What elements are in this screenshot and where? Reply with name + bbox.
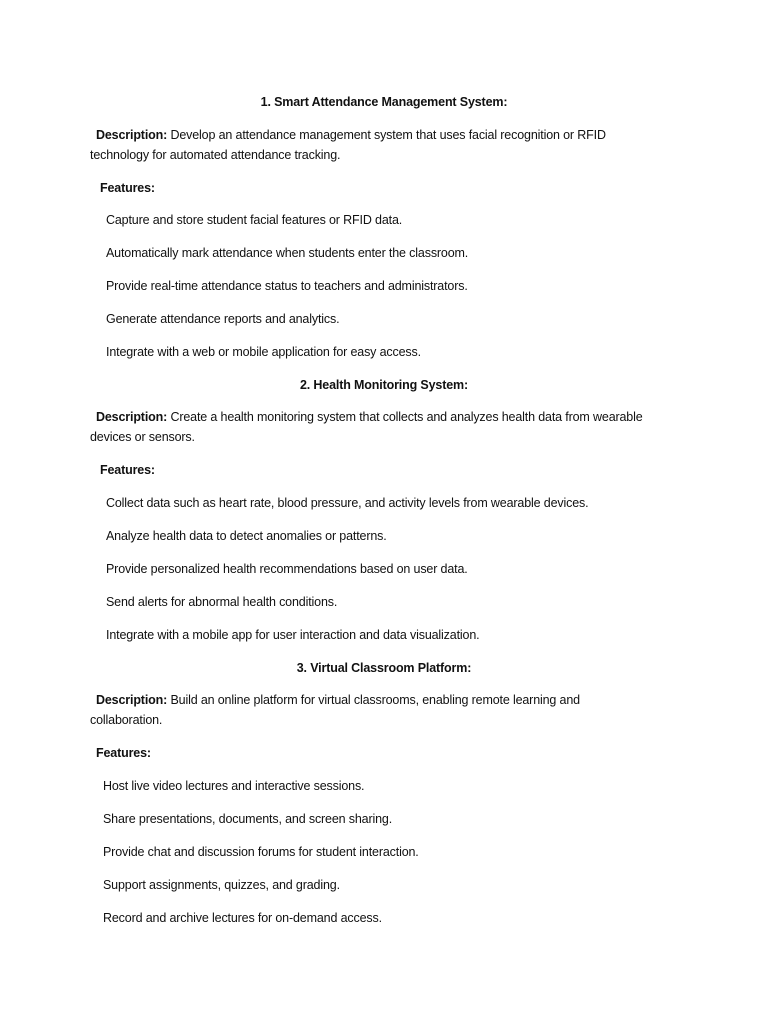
- feature-item: Analyze health data to detect anomalies or patterns.: [106, 529, 387, 543]
- description-label: Description:: [96, 410, 168, 424]
- feature-item: Share presentations, documents, and screen sharing.: [103, 812, 393, 826]
- feature-item: Collect data such as heart rate, blood pressure, and activity levels from wearable devices.: [106, 496, 589, 510]
- description-text: Develop an attendance management system that uses facial recognition or RFID: [170, 128, 606, 142]
- section-3-description: [96, 692, 580, 708]
- section-1-title: 1. Smart Attendance Management System:: [260, 95, 508, 109]
- feature-item: Provide chat and discussion forums for student interaction.: [103, 845, 419, 859]
- section-1-description-cont: technology for automated attendance tracking.: [90, 148, 341, 162]
- feature-item: Automatically mark attendance when students enter the classroom.: [106, 246, 469, 260]
- section-2-features-label: Features:: [100, 463, 155, 477]
- feature-item: Provide real-time attendance status to teachers and administrators.: [106, 279, 468, 293]
- feature-item: Support assignments, quizzes, and grading.: [103, 878, 340, 892]
- section-2-description: [96, 409, 643, 425]
- feature-item: Host live video lectures and interactive sessions.: [103, 779, 365, 793]
- section-3-title: 3. Virtual Classroom Platform:: [296, 661, 472, 675]
- feature-item: Generate attendance reports and analytics.: [106, 312, 340, 326]
- feature-item: Send alerts for abnormal health conditions.: [106, 595, 338, 609]
- description-label: Description:: [96, 693, 168, 707]
- section-3-description-cont: collaboration.: [90, 713, 163, 727]
- feature-item: Integrate with a mobile app for user interaction and data visualization.: [106, 628, 480, 642]
- section-3-features-label: Features:: [96, 746, 151, 760]
- section-1-description: [96, 127, 606, 143]
- section-1-features-label: Features:: [100, 181, 155, 195]
- section-2-description-cont: devices or sensors.: [90, 430, 195, 444]
- description-text: Create a health monitoring system that collects and analyzes health data from wearable: [170, 410, 643, 424]
- feature-item: Capture and store student facial features or RFID data.: [106, 213, 403, 227]
- feature-item: Record and archive lectures for on-demand access.: [103, 911, 382, 925]
- description-label: Description:: [96, 128, 168, 142]
- description-text: Build an online platform for virtual classrooms, enabling remote learning and: [170, 693, 580, 707]
- feature-item: Integrate with a web or mobile application for easy access.: [106, 345, 421, 359]
- feature-item: Provide personalized health recommendations based on user data.: [106, 562, 468, 576]
- section-2-title: 2. Health Monitoring System:: [299, 378, 469, 392]
